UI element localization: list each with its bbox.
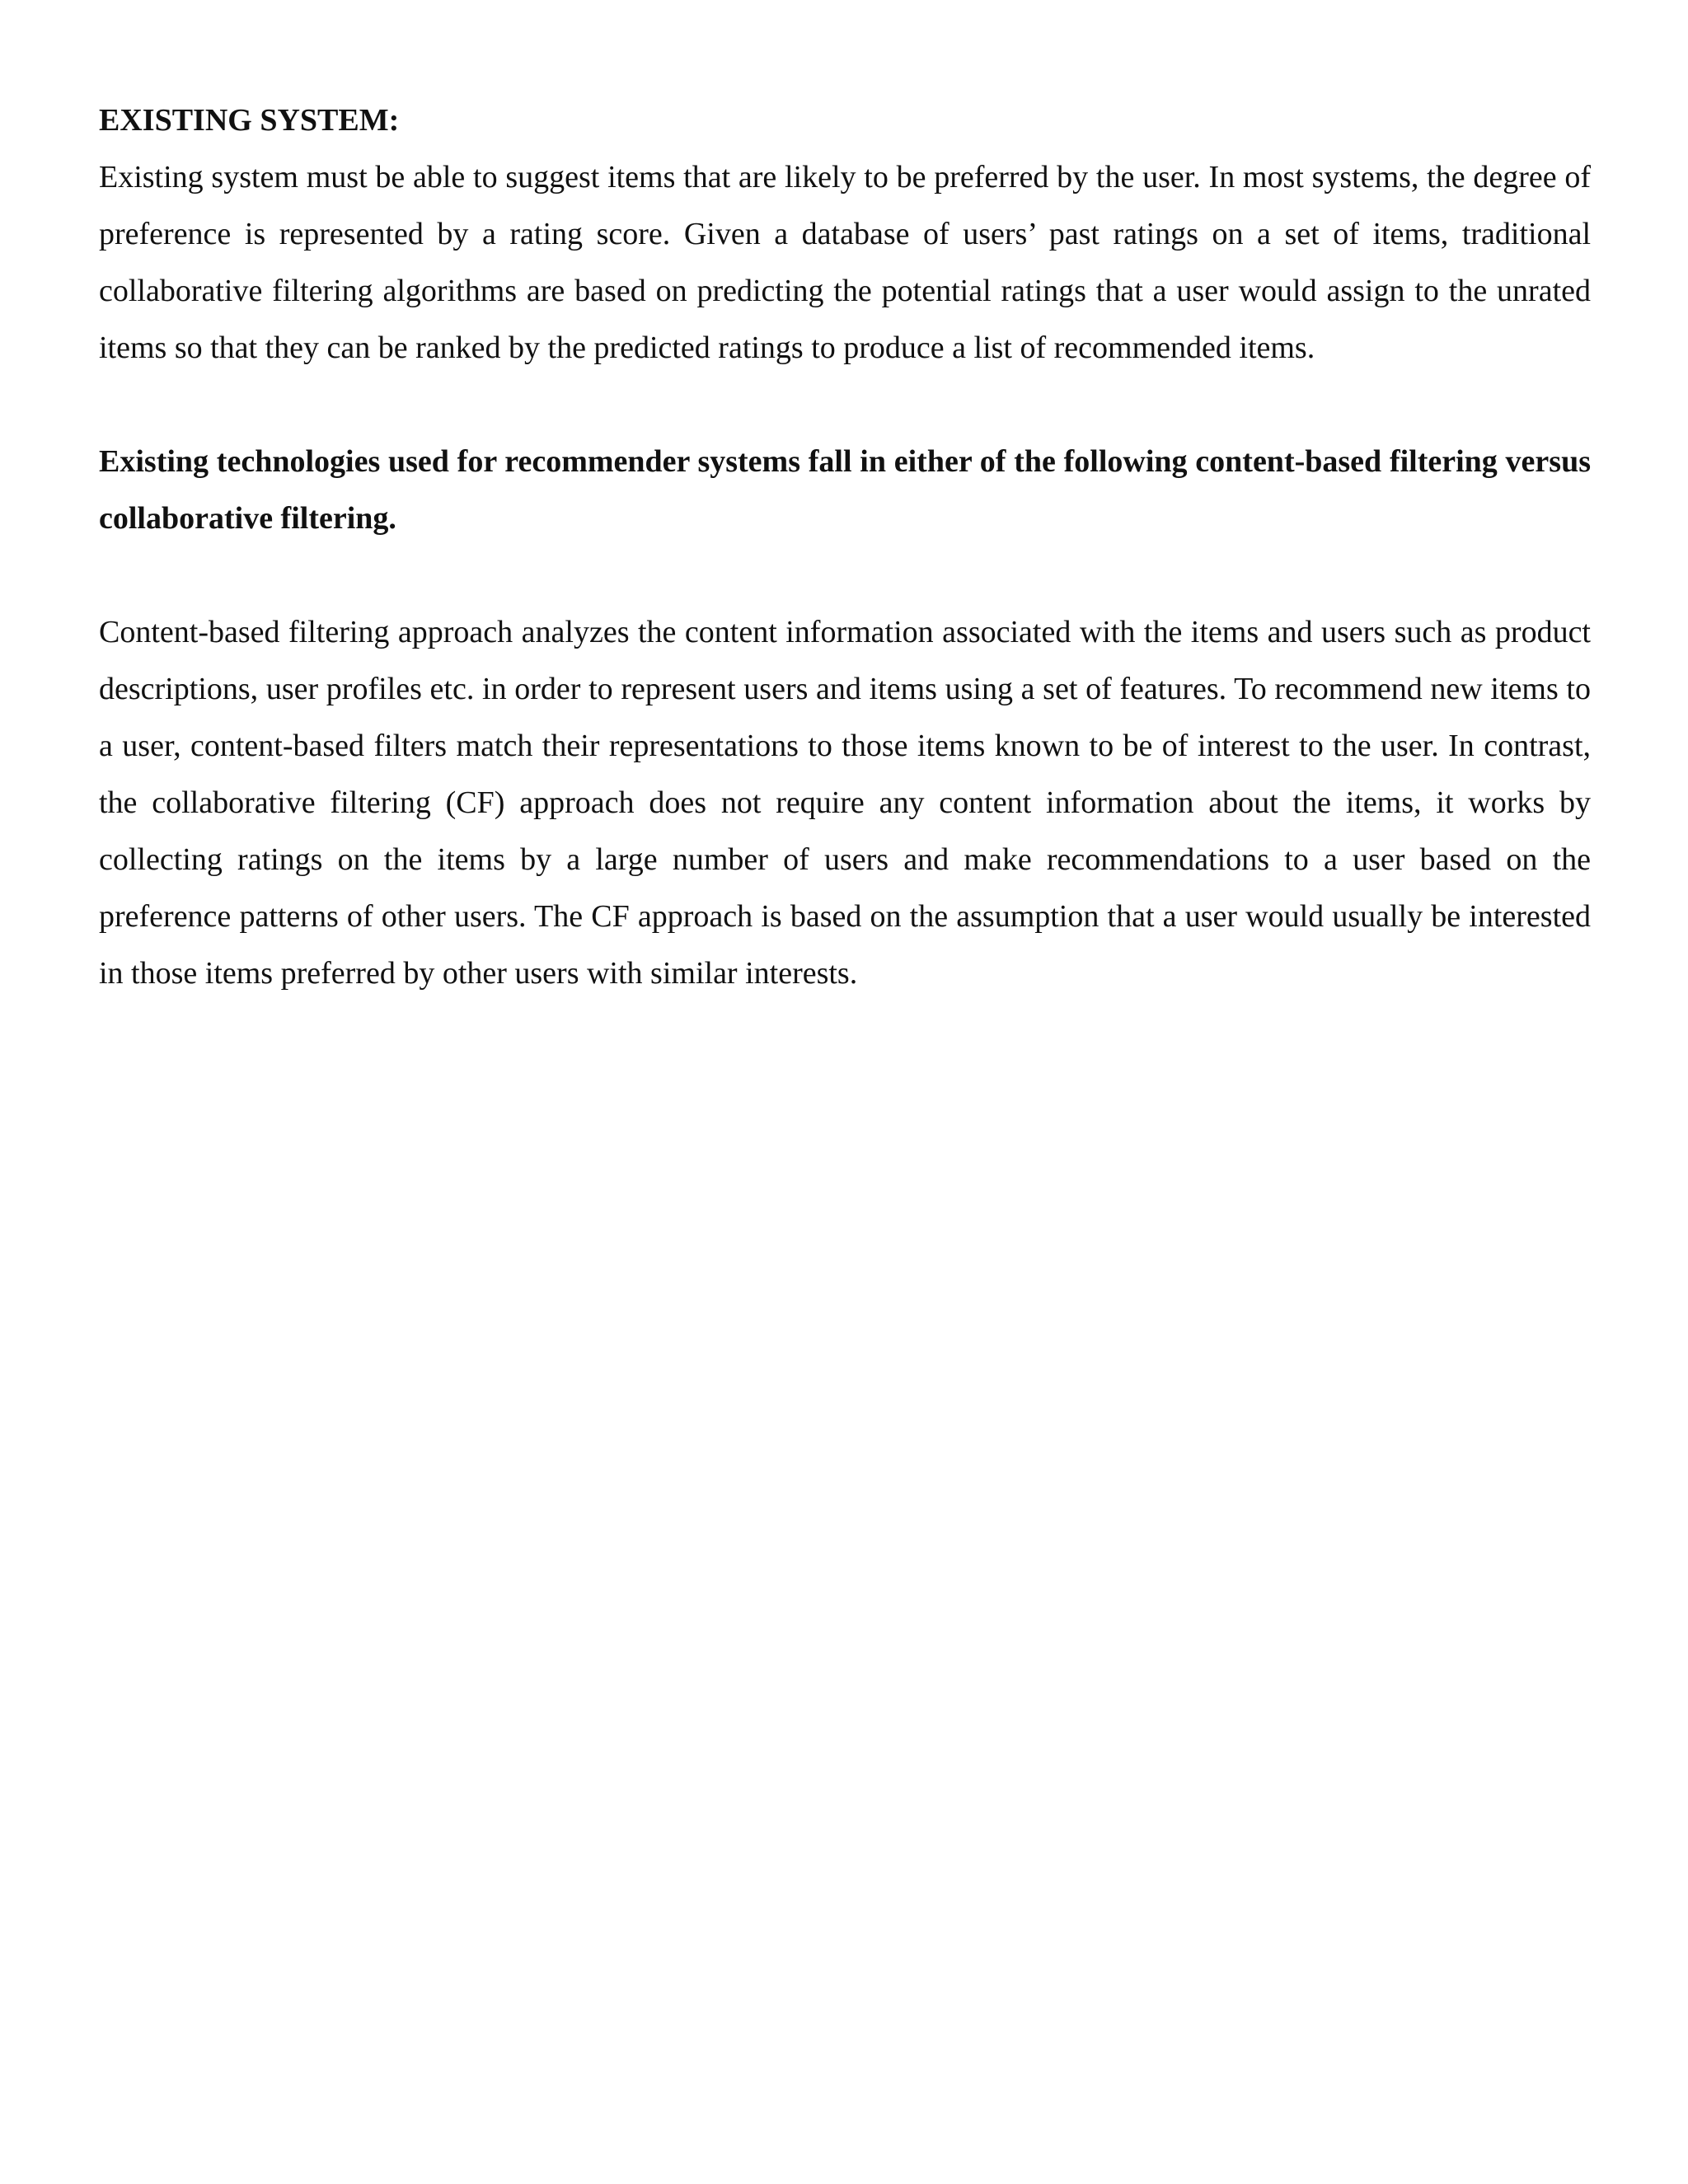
document-page [99,92,1591,1002]
intro-paragraph: Existing system must be able to suggest items that are likely to be preferred by the user. In most systems, the degree of preference is represented by a rating score. Given a database of users’ past ratings on a set of items, traditional collaborative filtering algorithms are based on predicting the potential ratings that a user would assign to the unrated items so that they can be ranked by the predicted ratings to produce a list of recommended items. [99,160,1591,365]
filtering-paragraph: Content-based filtering approach analyzes the content information associated with the items and users such as product descriptions, user profiles etc. in order to represent users and items using a set of features. To recommend new items to a user, content-based filters match their representations to those items known to be of interest to the user. In contrast, the collaborative filtering (CF) approach does not require any content information about the items, it works by collecting ratings on the items by a large number of users and make recommendations to a user based on the preference patterns of other users. The CF approach is based on the assumption that a user would usually be interested in those items preferred by other users with similar interests. [99,615,1591,991]
bold-statement: Existing technologies used for recommender systems fall in either of the following content-based filtering versus collaborative filtering. [99,444,1591,536]
paragraph-spacer [99,547,1591,604]
paragraph-spacer [99,377,1591,434]
section-heading: EXISTING SYSTEM: [99,103,400,138]
